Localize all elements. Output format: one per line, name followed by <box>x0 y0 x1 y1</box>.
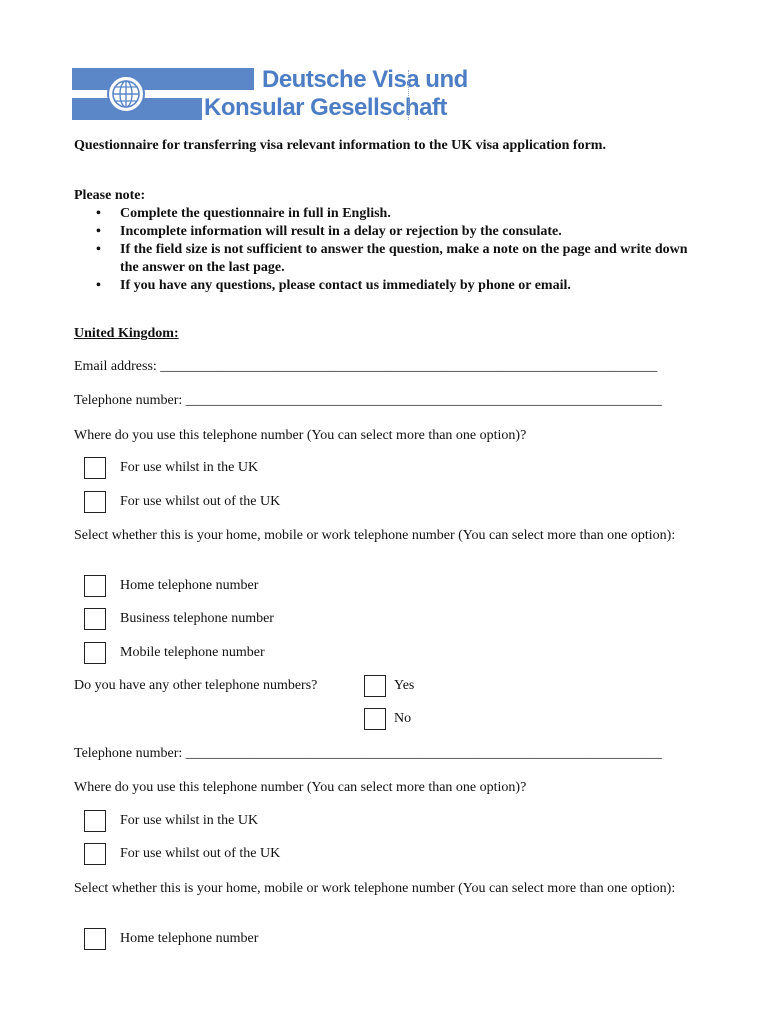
bullet-icon: • <box>96 278 101 293</box>
checkbox-label: Home telephone number <box>120 931 259 946</box>
page-title: Questionnaire for transferring visa relevant information to the UK visa application form. <box>74 138 606 153</box>
note-text: If you have any questions, please contact us immediately by phone or email. <box>120 278 571 293</box>
note-list <box>94 205 694 295</box>
logo-text-line2: Konsular Gesellschaft <box>204 94 447 121</box>
checkbox-label: For use whilst out of the UK <box>120 494 281 509</box>
bullet-icon: • <box>96 206 101 221</box>
globe-icon <box>106 74 146 114</box>
logo-bar-top-ext <box>182 68 254 90</box>
checkbox-label: Business telephone number <box>120 611 274 626</box>
where-question-2: Where do you use this telephone number (You can select more than one option)? <box>74 780 527 795</box>
type-question-1: Select whether this is your home, mobile or work telephone number (You can select more than one option): <box>74 528 676 543</box>
note-text: If the field size is not sufficient to answer the question, make a note on the page and write down the answer on the last page. <box>120 242 688 275</box>
checkbox-label: No <box>394 711 412 726</box>
telephone-field-1[interactable]: Telephone number: ____________________________________________________________________ <box>74 393 662 408</box>
note-item <box>94 277 694 295</box>
note-item <box>94 205 694 223</box>
checkbox[interactable] <box>364 708 386 730</box>
type-question-2: Select whether this is your home, mobile or work telephone number (You can select more than one option): <box>74 881 676 896</box>
checkbox[interactable] <box>84 608 106 630</box>
note-text: Complete the questionnaire in full in English. <box>120 206 391 221</box>
checkbox[interactable] <box>84 642 106 664</box>
checkbox-label: Home telephone number <box>120 578 259 593</box>
section-title: United Kingdom: <box>74 326 179 341</box>
checkbox[interactable] <box>84 491 106 513</box>
note-item <box>94 241 694 277</box>
checkbox[interactable] <box>84 928 106 950</box>
bullet-icon: • <box>96 242 101 257</box>
checkbox[interactable] <box>364 675 386 697</box>
logo-bar-bottom-ext <box>182 98 202 120</box>
checkbox[interactable] <box>84 810 106 832</box>
logo-text-line1: Deutsche Visa und <box>262 66 468 93</box>
checkbox-label: For use whilst in the UK <box>120 813 259 828</box>
checkbox[interactable] <box>84 457 106 479</box>
company-logo <box>72 66 468 122</box>
email-field[interactable]: Email address: _______________________________________________________________________ <box>74 359 658 374</box>
checkbox[interactable] <box>84 575 106 597</box>
checkbox-label: For use whilst out of the UK <box>120 846 281 861</box>
checkbox-label: Yes <box>394 678 415 693</box>
bullet-icon: • <box>96 224 101 239</box>
logo-divider <box>408 70 409 120</box>
note-text: Incomplete information will result in a delay or rejection by the consulate. <box>120 224 562 239</box>
checkbox[interactable] <box>84 843 106 865</box>
where-question-1: Where do you use this telephone number (You can select more than one option)? <box>74 428 527 443</box>
checkbox-label: For use whilst in the UK <box>120 460 259 475</box>
note-item <box>94 223 694 241</box>
checkbox-label: Mobile telephone number <box>120 645 265 660</box>
telephone-field-2[interactable]: Telephone number: ____________________________________________________________________ <box>74 746 662 761</box>
other-numbers-question: Do you have any other telephone numbers? <box>74 678 318 693</box>
note-heading: Please note: <box>74 188 146 203</box>
